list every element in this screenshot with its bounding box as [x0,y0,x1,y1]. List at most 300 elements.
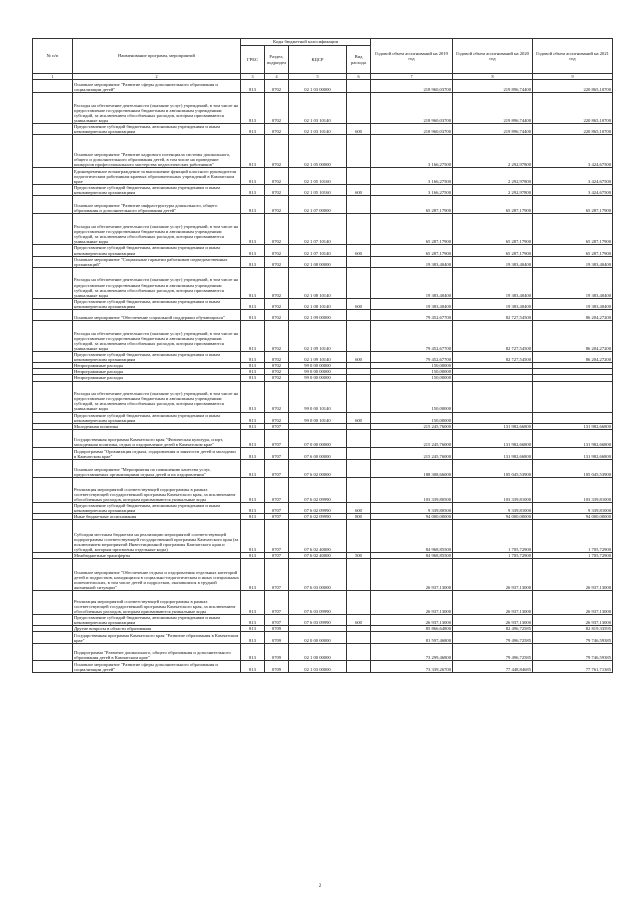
cell-grbs: 813 [241,375,265,381]
cell-kvr [347,520,371,553]
cell-2019: 79 452,67700 [371,310,453,321]
column-index: 7 [371,74,453,80]
cell-kcsr: 07 6 02 40000 [289,553,347,559]
cell-kcsr: 02 1 08 10140 [289,267,347,298]
cell-2021: 86 204,27200 [533,321,613,352]
cell-section: 0702 [265,124,289,135]
cell-grbs: 813 [241,124,265,135]
cell-section: 0707 [265,559,289,591]
cell-2021: 1 705,72900 [533,520,613,553]
cell-name: Предоставление субсидий бюджетным, автономным учреждениям и иным некоммерческим организациям [73,502,241,513]
cell-2021: 26 937,13000 [533,559,613,591]
cell-section: 0702 [265,214,289,245]
cell-name: Иные бюджетные ассигнования [73,513,241,519]
cell-name: Основное мероприятие "Мероприятия по повышению качества услуг, предоставляемых организациями отдыха детей и их оздоровления" [73,459,241,477]
cell-name: Реализация мероприятий соответствующей подпрограммы в рамках соответствующей государственной программы Камчатского края, за исключением обособленных расходов, которым присваиваются уникальные коды [73,591,241,615]
cell-section: 0702 [265,135,289,168]
table-row [33,502,613,513]
cell-num [33,615,73,626]
cell-kvr [347,267,371,298]
cell-2021: 9 339,81000 [533,502,613,513]
cell-name: Предоставление субсидий бюджетным, автономным учреждениям и иным некоммерческим организациям [73,124,241,135]
cell-name: Основное мероприятие "Развитие кадрового потенциала системы дошкольного, общего и дополнительного образования детей, в том числе на проведение конкурсов профессионального мастерства педагогических работников" [73,135,241,168]
cell-kcsr: 02 1 09 10140 [289,352,347,363]
cell-kvr: 600 [347,245,371,256]
cell-section: 0702 [265,185,289,196]
cell-section: 0702 [265,369,289,375]
cell-grbs: 813 [241,502,265,513]
table-row [33,135,613,168]
cell-2021: 79 746,59385 [533,644,613,661]
cell-name: Основное мероприятие "Развитие сферы дополнительного образования и социализации детей" [73,661,241,673]
cell-2020: 9 339,81000 [453,502,533,513]
cell-section: 0707 [265,615,289,626]
cell-name: Молодежная политика [73,423,241,429]
header-kvr: Вид расхода [347,46,371,74]
cell-kcsr: 07 6 02 09990 [289,477,347,502]
cell-2021: 86 204,27200 [533,310,613,321]
table-row [33,310,613,321]
header-2021: Годовой объем ассигнований на 2021 год [533,39,613,74]
cell-2020 [453,412,533,423]
cell-grbs: 813 [241,429,265,447]
table-row [33,615,613,626]
cell-kcsr: 02 1 07 00000 [289,196,347,214]
cell-name: Предоставление субсидий бюджетным, автономным учреждениям и иным некоммерческим организациям [73,185,241,196]
cell-grbs: 813 [241,93,265,124]
cell-2019: 103 339,80500 [371,477,453,502]
cell-2021: 86 204,27200 [533,352,613,363]
cell-num [33,168,73,185]
cell-kvr [347,214,371,245]
cell-2019: 215 245,76000 [371,423,453,429]
cell-kcsr: 02 0 00 00000 [289,632,347,644]
cell-kcsr: 02 1 03 10140 [289,93,347,124]
cell-grbs: 813 [241,352,265,363]
cell-num [33,310,73,321]
cell-grbs: 813 [241,477,265,502]
table-row [33,245,613,256]
table-row [33,321,613,352]
cell-name: Расходы на обеспечение деятельности (оказание услуг) учреждений, в том числе на предоставление государственным бюджетным и автономным учреждениям субсидий, за исключением обособленных расходов, которым присваиваются уникальные коды [73,214,241,245]
cell-section: 0709 [265,632,289,644]
cell-kvr [347,591,371,615]
table-row [33,256,613,267]
cell-section: 0702 [265,256,289,267]
cell-kcsr: 07 6 02 09990 [289,513,347,519]
cell-section: 0707 [265,553,289,559]
header-codes-group: Коды бюджетной классификации [241,39,371,46]
cell-name: Непрограммные расходы [73,375,241,381]
header-name: Наименование программ, мероприятий [73,39,241,74]
cell-kcsr: 02 1 07 10140 [289,214,347,245]
cell-kvr: 600 [347,502,371,513]
cell-name: Предоставление субсидий бюджетным, автономным учреждениям и иным некоммерческим организациям [73,412,241,423]
table-row [33,267,613,298]
cell-num [33,412,73,423]
cell-2021: 3 424,67500 [533,135,613,168]
cell-kcsr: 02 1 09 00000 [289,310,347,321]
cell-2021: 1 705,72900 [533,553,613,559]
cell-grbs: 813 [241,412,265,423]
cell-name: Основное мероприятие "Обеспечение социальной поддержки обучающихся" [73,310,241,321]
cell-num [33,214,73,245]
cell-kcsr: 07 6 03 00000 [289,559,347,591]
cell-section: 0707 [265,502,289,513]
cell-name: Основное мероприятие "Развитие инфраструктуры дошкольного, общего образования и дополнительного образования детей" [73,196,241,214]
cell-kvr: 600 [347,298,371,309]
cell-2019: 81 597,46800 [371,632,453,644]
cell-2019: 9 339,80500 [371,502,453,513]
table-row [33,632,613,644]
cell-num [33,124,73,135]
table-row [33,661,613,673]
cell-grbs: 813 [241,363,265,369]
column-index: 4 [265,74,289,80]
table-row [33,381,613,412]
cell-kvr [347,93,371,124]
column-index: 5 [289,74,347,80]
cell-num [33,559,73,591]
cell-name: Государственная программа Камчатского края "Физическая культура, спорт, молодежная политика, отдых и оздоровление детей в Камчатском крае" [73,429,241,447]
cell-section: 0702 [265,80,289,93]
cell-2020: 26 937,13000 [453,615,533,626]
cell-2020: 1 705,72900 [453,520,533,553]
cell-section: 0707 [265,423,289,429]
table-row [33,477,613,502]
cell-2019: 218 960,03700 [371,93,453,124]
cell-kvr: 600 [347,412,371,423]
cell-section: 0709 [265,626,289,632]
table-row [33,520,613,553]
budget-sheet [32,38,612,673]
cell-2020: 82 727,54500 [453,352,533,363]
cell-2021: 3 424,67500 [533,185,613,196]
cell-2019: 73 339,26700 [371,661,453,673]
cell-kvr [347,459,371,477]
cell-num [33,256,73,267]
cell-grbs: 813 [241,256,265,267]
cell-2019: 3 166,27500 [371,135,453,168]
cell-name: Единовременное вознаграждение за выполнение функций классного руководителя педагогическим работникам краевых образовательных учреждений в Камчатском крае [73,168,241,185]
table-row [33,298,613,309]
cell-name: Расходы на обеспечение деятельности (оказание услуг) учреждений, в том числе на предоставление государственным бюджетным и автономным учреждениям субсидий, за исключением обособленных расходов, которым присваиваются уникальные коды [73,381,241,412]
cell-section: 0702 [265,93,289,124]
table-row [33,185,613,196]
cell-2020: 65 287,17900 [453,214,533,245]
cell-grbs: 813 [241,135,265,168]
cell-num [33,502,73,513]
cell-kcsr: 99 0 00 00000 [289,375,347,381]
cell-2021: 103 339,81000 [533,477,613,502]
table-row [33,214,613,245]
cell-kvr [347,429,371,447]
cell-grbs: 813 [241,321,265,352]
cell-grbs: 813 [241,80,265,93]
cell-2019: 150,00000 [371,375,453,381]
cell-2020 [453,381,533,412]
cell-2020: 131 982,66800 [453,429,533,447]
cell-2019: 19 383,40400 [371,256,453,267]
cell-name: Предоставление субсидий бюджетным, автономным учреждениям и иным некоммерческим организациям [73,615,241,626]
cell-kcsr: 07 6 00 00000 [289,447,347,459]
cell-kvr: 600 [347,615,371,626]
cell-2021: 65 287,17900 [533,196,613,214]
table-header [33,39,613,80]
cell-section: 0702 [265,196,289,214]
header-num: № п/п [33,39,73,74]
cell-2019: 215 245,76000 [371,429,453,447]
cell-grbs: 813 [241,644,265,661]
cell-2020: 19 383,40400 [453,298,533,309]
cell-2020: 19 383,40400 [453,267,533,298]
cell-grbs: 813 [241,298,265,309]
cell-kvr: 800 [347,513,371,519]
column-index: 1 [33,74,73,80]
cell-2020: 103 339,81000 [453,477,533,502]
column-index: 6 [347,74,371,80]
cell-2021: 26 937,13000 [533,615,613,626]
cell-2021: 220 865,10700 [533,93,613,124]
cell-2020: 2 292,97800 [453,135,533,168]
cell-name: Основное мероприятие "Развитие сферы дополнительного образования и социализации детей" [73,80,241,93]
cell-2021: 131 982,66800 [533,429,613,447]
cell-kvr: 600 [347,352,371,363]
cell-kvr [347,661,371,673]
cell-2020: 26 937,13000 [453,559,533,591]
table-row [33,412,613,423]
cell-name: Непрограммные расходы [73,369,241,375]
cell-grbs: 813 [241,447,265,459]
cell-section: 0702 [265,168,289,185]
cell-grbs: 813 [241,591,265,615]
column-index: 9 [533,74,613,80]
column-index: 2 [73,74,241,80]
cell-2019: 85 866,64800 [371,626,453,632]
cell-2019: 3 166,27500 [371,168,453,185]
cell-2019: 215 245,76000 [371,447,453,459]
cell-grbs: 813 [241,245,265,256]
cell-grbs: 813 [241,381,265,412]
cell-2020: 26 937,13000 [453,591,533,615]
cell-kcsr: 07 0 00 00000 [289,429,347,447]
cell-2021: 65 287,17900 [533,245,613,256]
cell-name: Основное мероприятие "Обеспечение отдыха и оздоровления отдельных категорий детей и подростков, находящихся в социально-педагогическом и иных специальных попечительских, в том числе детей и подростков, оказавшихся в трудной жизненной ситуации" [73,559,241,591]
table-row [33,168,613,185]
cell-grbs: 813 [241,168,265,185]
cell-section: 0702 [265,298,289,309]
cell-2021: 131 982,66800 [533,447,613,459]
cell-name: Основное мероприятие "Социальные гарантии работников подведомственных организаций" [73,256,241,267]
cell-kvr: 500 [347,553,371,559]
cell-2020: 219 896,74400 [453,80,533,93]
cell-2020: 1 705,72900 [453,553,533,559]
cell-kvr: 600 [347,185,371,196]
cell-kvr [347,632,371,644]
cell-grbs: 813 [241,310,265,321]
cell-2020: 105 045,53900 [453,459,533,477]
cell-grbs: 813 [241,267,265,298]
cell-kcsr: 02 1 05 10160 [289,185,347,196]
cell-kcsr: 07 6 02 40000 [289,520,347,553]
cell-2019: 79 452,67700 [371,352,453,363]
cell-num [33,196,73,214]
cell-name: Подпрограмма "Организация отдыха, оздоровления и занятости детей и молодежи в Камчатском крае" [73,447,241,459]
cell-kvr [347,310,371,321]
table-row [33,80,613,93]
cell-2019: 188 308,66000 [371,459,453,477]
cell-2019: 26 937,13000 [371,591,453,615]
cell-kcsr: 99 0 00 00000 [289,363,347,369]
table-row [33,459,613,477]
cell-grbs: 813 [241,459,265,477]
cell-kvr [347,321,371,352]
cell-section: 0702 [265,267,289,298]
table-row [33,553,613,559]
cell-num [33,298,73,309]
cell-num [33,644,73,661]
cell-2020: 65 287,17900 [453,196,533,214]
cell-section: 0709 [265,644,289,661]
cell-2021: 131 982,66800 [533,423,613,429]
cell-2020: 219 896,74400 [453,93,533,124]
cell-2019: 26 937,13000 [371,615,453,626]
cell-grbs: 813 [241,615,265,626]
cell-2020: 219 896,74400 [453,124,533,135]
cell-2021: 65 287,17900 [533,214,613,245]
table-row [33,447,613,459]
table-row [33,429,613,447]
cell-name: Предоставление субсидий бюджетным, автономным учреждениям и иным некоммерческим организациям [73,298,241,309]
cell-name: Непрограммные расходы [73,363,241,369]
cell-grbs: 813 [241,214,265,245]
cell-num [33,321,73,352]
cell-2019: 94 000,00000 [371,513,453,519]
cell-name: Расходы на обеспечение деятельности (оказание услуг) учреждений, в том числе на предоставление государственным бюджетным и автономным учреждениям субсидий, за исключением обособленных расходов, которым присваиваются уникальные коды [73,93,241,124]
cell-2019: 73 299,46800 [371,644,453,661]
cell-2021: 19 383,40400 [533,267,613,298]
table-body [33,80,613,673]
cell-num [33,520,73,553]
cell-grbs: 813 [241,559,265,591]
cell-2021: 79 746,59385 [533,632,613,644]
cell-name: Предоставление субсидий бюджетным, автономным учреждениям и иным некоммерческим организациям [73,245,241,256]
cell-section: 0702 [265,352,289,363]
cell-grbs: 813 [241,369,265,375]
cell-2020: 2 292,97800 [453,185,533,196]
cell-2019: 150,00000 [371,369,453,375]
cell-section: 0707 [265,429,289,447]
cell-2020: 79 496,72585 [453,644,533,661]
cell-2019: 19 383,40400 [371,298,453,309]
header-grbs: ГРБС [241,46,265,74]
cell-kcsr: 02 1 09 10140 [289,321,347,352]
cell-2019: 19 383,40400 [371,267,453,298]
cell-2021: 220 865,10700 [533,80,613,93]
table-row [33,124,613,135]
cell-2021: 105 045,53900 [533,459,613,477]
cell-2021: 82 819,33595 [533,626,613,632]
cell-section: 0707 [265,520,289,553]
cell-num [33,632,73,644]
cell-section: 0707 [265,459,289,477]
cell-num [33,429,73,447]
cell-name: Государственная программа Камчатского края "Развитие образования в Камчатском крае" [73,632,241,644]
cell-kvr [347,196,371,214]
budget-table [32,38,613,673]
cell-num [33,381,73,412]
cell-num [33,591,73,615]
cell-kcsr: 07 6 02 00000 [289,459,347,477]
cell-kvr [347,381,371,412]
cell-2020: 19 383,40400 [453,256,533,267]
cell-kcsr: 07 6 03 09990 [289,591,347,615]
cell-num [33,93,73,124]
cell-kvr [347,477,371,502]
column-index: 3 [241,74,265,80]
cell-section: 0702 [265,381,289,412]
cell-2020: 2 292,97800 [453,168,533,185]
cell-2020: 82 727,54500 [453,310,533,321]
cell-name: Подпрограмма "Развитие дошкольного, общего образования и дополнительного образования детей в Камчатском крае" [73,644,241,661]
cell-section: 0707 [265,591,289,615]
cell-2019: 3 166,27500 [371,185,453,196]
cell-section: 0702 [265,310,289,321]
cell-section: 0702 [265,321,289,352]
cell-kvr [347,168,371,185]
cell-section: 0702 [265,375,289,381]
cell-2021: 19 383,40400 [533,298,613,309]
cell-grbs: 813 [241,513,265,519]
table-row [33,559,613,591]
cell-kcsr: 02 1 05 00000 [289,135,347,168]
cell-2019: 84 968,85500 [371,520,453,553]
page-number: 2 [318,884,322,889]
cell-section: 0709 [265,661,289,673]
cell-num [33,352,73,363]
header-rz-pr: Раздел, подраздел [265,46,289,74]
cell-2021 [533,381,613,412]
table-row [33,93,613,124]
cell-num [33,447,73,459]
cell-kcsr: 99 0 00 10140 [289,381,347,412]
cell-kcsr: 07 6 02 09990 [289,502,347,513]
cell-section: 0702 [265,412,289,423]
cell-kvr [347,80,371,93]
cell-2021: 220 865,10700 [533,124,613,135]
cell-2019: 218 960,03700 [371,124,453,135]
cell-grbs: 813 [241,626,265,632]
cell-2020: 131 982,66800 [453,447,533,459]
cell-2021: 19 383,40400 [533,256,613,267]
cell-kvr: 600 [347,124,371,135]
cell-kcsr: 02 1 08 10140 [289,298,347,309]
cell-2020: 82 496,72585 [453,626,533,632]
cell-name: Расходы на обеспечение деятельности (оказание услуг) учреждений, в том числе на предоставление государственным бюджетным и автономным учреждениям субсидий, за исключением обособленных расходов, которым присваиваются уникальные коды [73,267,241,298]
cell-kcsr: 02 1 07 10140 [289,245,347,256]
cell-kcsr: 02 1 08 00000 [289,256,347,267]
header-kcsr: КЦСР [289,46,347,74]
cell-2019: 84 968,85500 [371,553,453,559]
cell-num [33,477,73,502]
cell-num [33,185,73,196]
table-row [33,644,613,661]
cell-2019: 65 287,17900 [371,196,453,214]
cell-num [33,245,73,256]
cell-2019: 218 960,03700 [371,80,453,93]
table-row [33,196,613,214]
cell-section: 0702 [265,245,289,256]
